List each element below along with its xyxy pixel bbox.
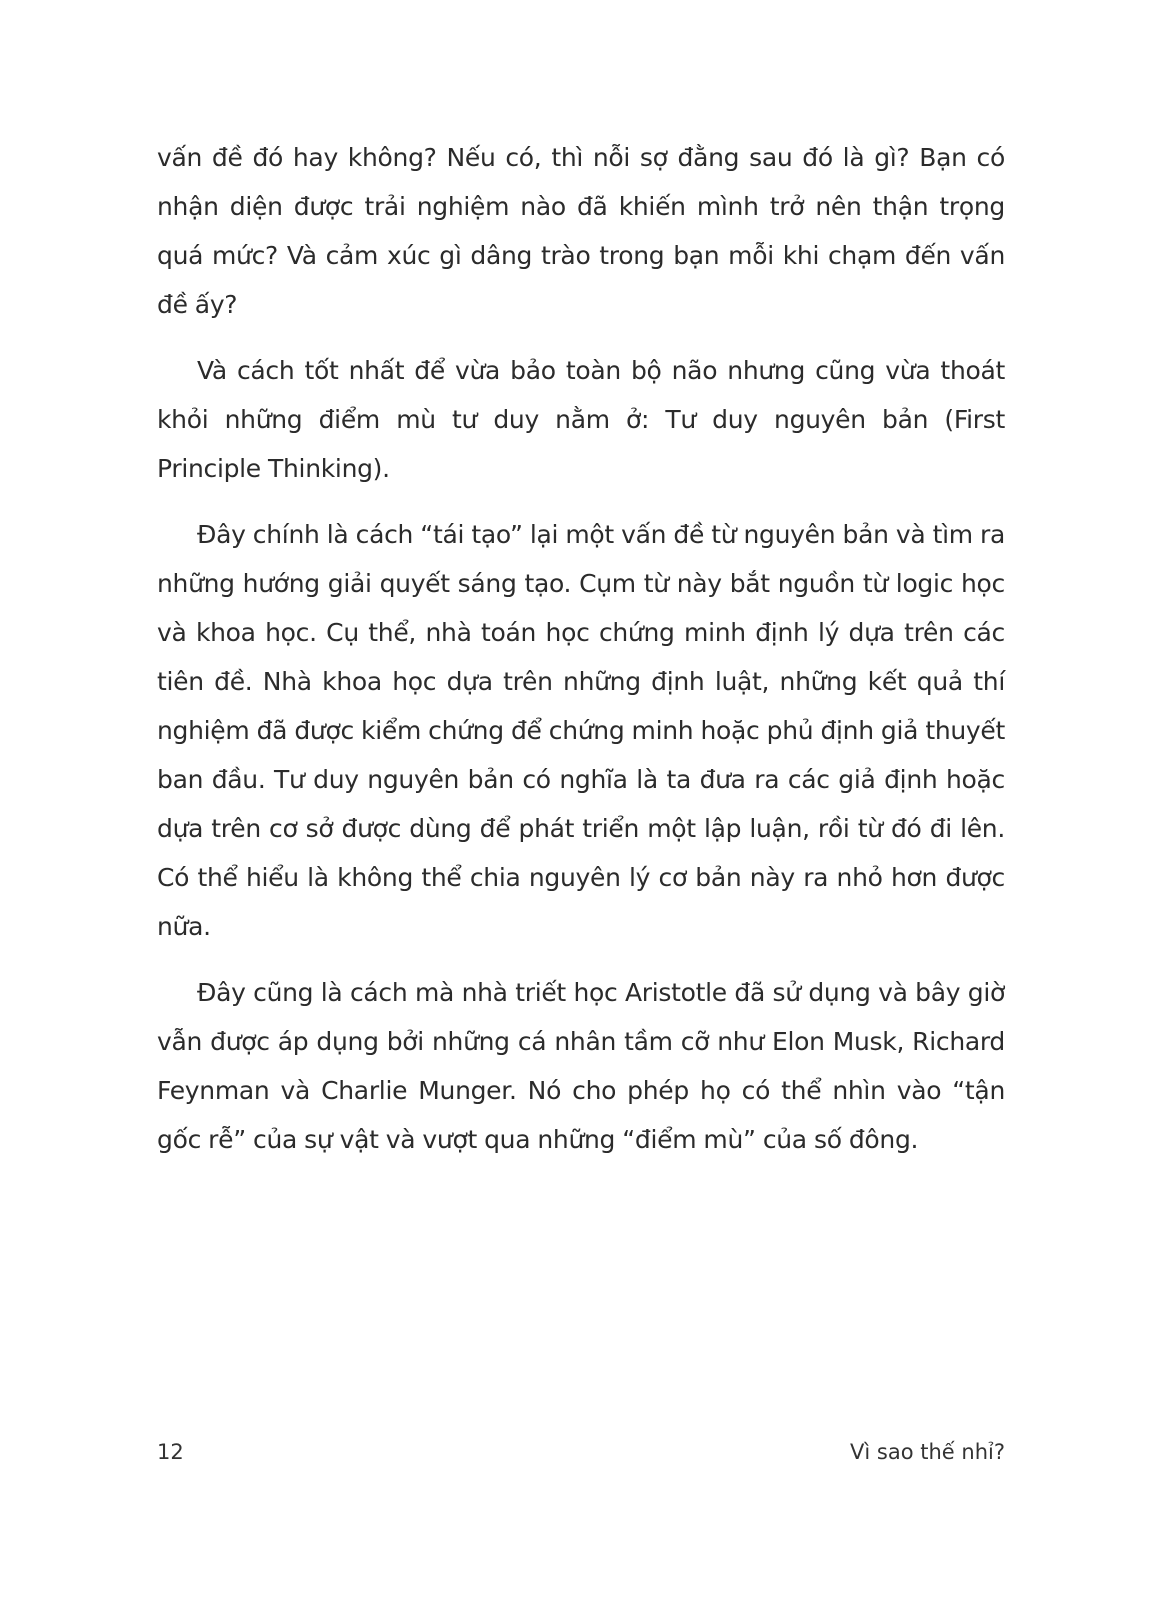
paragraph: Đây chính là cách “tái tạo” lại một vấn đề từ nguyên bản và tìm ra những hướng giải quyết sáng tạo. Cụm từ này bắt nguồn từ logic học và khoa học. Cụ thể, nhà toán học chứng minh định lý dựa trên các tiên đề. Nhà khoa học dựa trên những định luật, những kết quả thí nghiệm đã được kiểm chứng để chứng minh hoặc phủ định giả thuyết ban đầu. Tư duy nguyên bản có nghĩa là ta đưa ra các giả định hoặc dựa trên cơ sở được dùng để phát triển một lập luận, rồi từ đó đi lên. Có thể hiểu là không thể chia nguyên lý cơ bản này ra nhỏ hơn được nữa. xyxy=(157,520,1005,941)
page-body xyxy=(157,133,1005,1181)
paragraph-continuation: vấn đề đó hay không? Nếu có, thì nỗi sợ đằng sau đó là gì? Bạn có nhận diện được trải nghiệm nào đã khiến mình trở nên thận trọng quá mức? Và cảm xúc gì dâng trào trong bạn mỗi khi chạm đến vấn đề ấy? xyxy=(157,143,1005,319)
running-title: Vì sao thế nhỉ? xyxy=(850,1440,1005,1464)
paragraph: Đây cũng là cách mà nhà triết học Aristotle đã sử dụng và bây giờ vẫn được áp dụng bởi những cá nhân tầm cỡ như Elon Musk, Richard Feynman và Charlie Munger. Nó cho phép họ có thể nhìn vào “tận gốc rễ” của sự vật và vượt qua những “điểm mù” của số đông. xyxy=(157,978,1005,1154)
page-footer xyxy=(157,1432,1005,1472)
page-number: 12 xyxy=(157,1440,184,1464)
paragraph: Và cách tốt nhất để vừa bảo toàn bộ não nhưng cũng vừa thoát khỏi những điểm mù tư duy nằm ở: Tư duy nguyên bản (First Principle Thinking). xyxy=(157,356,1005,483)
